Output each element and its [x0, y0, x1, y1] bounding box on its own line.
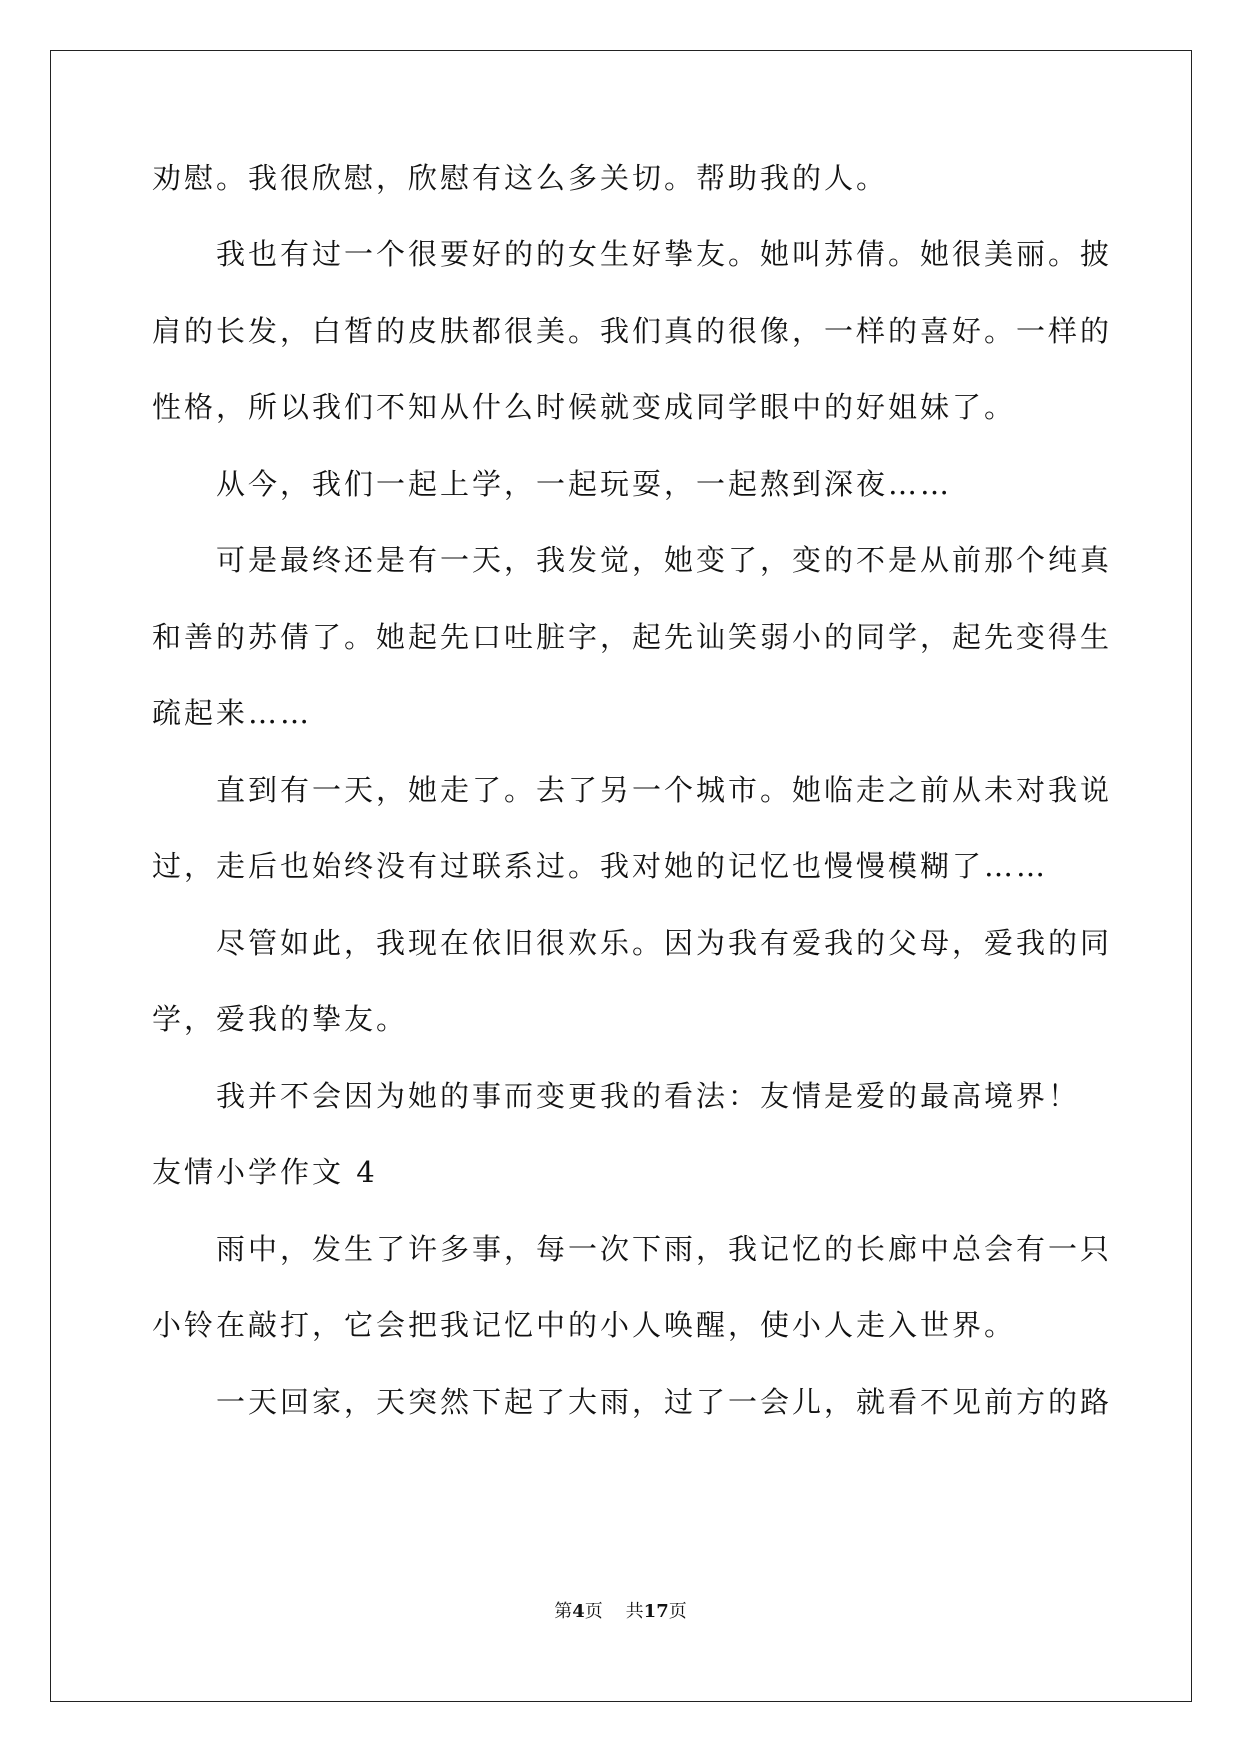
text-line-6: 可是最终还是有一天，我发觉，她变了，变的不是从前那个纯真	[216, 543, 1113, 577]
text-line-8: 疏起来……	[152, 696, 313, 730]
text-line-4: 性格，所以我们不知从什么时候就变成同学眼中的好姐妹了。	[152, 390, 1017, 424]
text-line-16: 小铃在敲打，它会把我记忆中的小人唤醒，使小人走入世界。	[152, 1308, 1017, 1342]
page-footer	[0, 1600, 1241, 1624]
text-line-9: 直到有一天，她走了。去了另一个城市。她临走之前从未对我说	[216, 773, 1113, 807]
text-line-17: 一天回家，天突然下起了大雨，过了一会儿，就看不见前方的路	[216, 1385, 1113, 1419]
text-line-7: 和善的苏倩了。她起先口吐脏字，起先讪笑弱小的同学，起先变得生	[152, 620, 1113, 654]
text-line-1: 劝慰。我很欣慰，欣慰有这么多关切。帮助我的人。	[152, 161, 889, 195]
text-line-13: 我并不会因为她的事而变更我的看法：友情是爱的最高境界！	[216, 1079, 1081, 1113]
footer-prefix: 第	[554, 1601, 573, 1622]
text-line-11: 尽管如此，我现在依旧很欢乐。因为我有爱我的父母，爱我的同	[216, 926, 1113, 960]
text-line-12: 学，爱我的挚友。	[152, 1002, 409, 1036]
footer-total-pages: 17	[643, 1601, 669, 1622]
text-line-3: 肩的长发，白皙的皮肤都很美。我们真的很像，一样的喜好。一样的	[152, 314, 1113, 348]
text-line-15: 雨中，发生了许多事，每一次下雨，我记忆的长廊中总会有一只	[216, 1232, 1113, 1266]
footer-total-suffix: 页	[668, 1601, 687, 1622]
text-line-10: 过，走后也始终没有过联系过。我对她的记忆也慢慢模糊了……	[152, 849, 1049, 883]
footer-page-number: 4	[572, 1601, 585, 1622]
footer-page-suffix: 页	[584, 1601, 603, 1622]
text-line-5: 从今，我们一起上学，一起玩耍，一起熬到深夜……	[216, 467, 953, 501]
text-line-2: 我也有过一个很要好的的女生好挚友。她叫苏倩。她很美丽。披	[216, 237, 1113, 271]
footer-total-prefix: 共	[625, 1601, 644, 1622]
section-heading: 友情小学作文 4	[152, 1155, 378, 1189]
